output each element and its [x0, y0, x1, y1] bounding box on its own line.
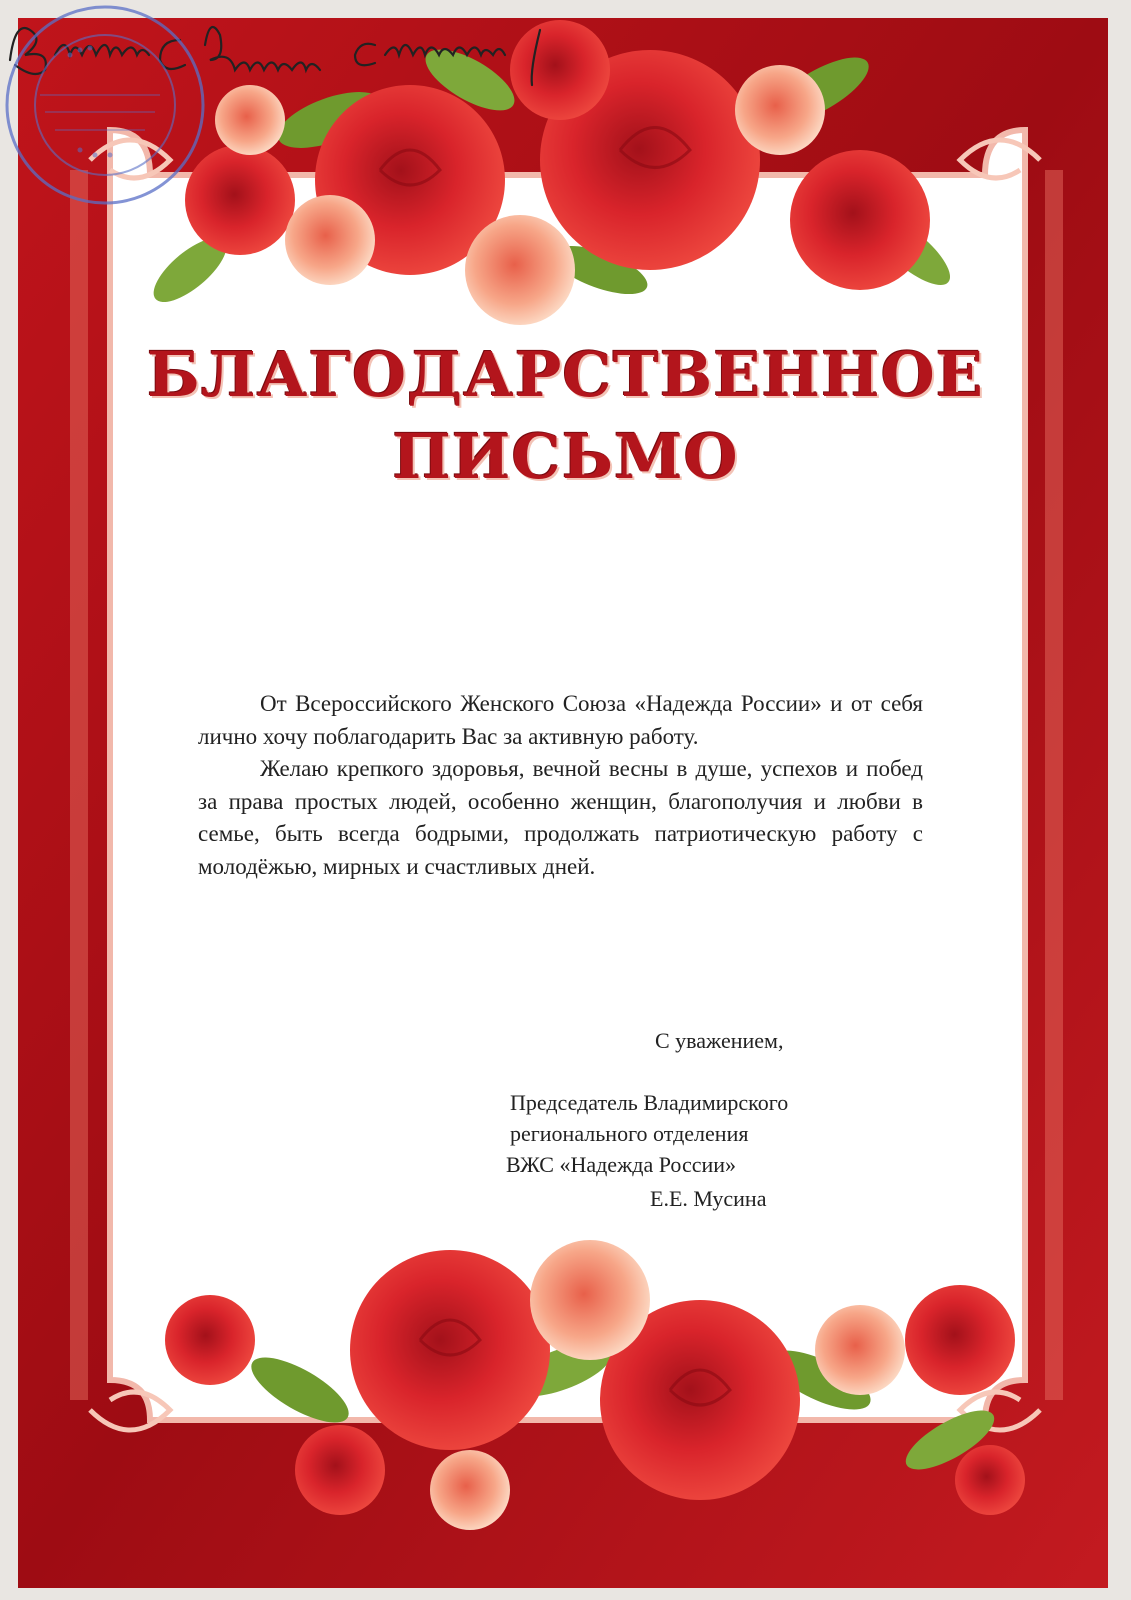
letter-body [198, 688, 923, 883]
title-line-2: ПИСЬМО [392, 420, 739, 493]
paragraph-2: Желаю крепкого здоровья, вечной весны в душе, успехов и побед за права простых людей, особенно женщин, благополучия и любви в семье, быть всегда бодрыми, продолжать патриотическую работу с молодёжью, мирных и счастливых дней. [198, 756, 923, 879]
signer-name: Е.Е. Мусина [650, 1186, 767, 1211]
title-line-1: БЛАГОДАРСТВЕННОЕ [147, 338, 984, 411]
paragraph-1: От Всероссийского Женского Союза «Надежда России» и от себя лично хочу поблагодарить Вас за активную работу. [198, 691, 923, 749]
signer-title-line-3: ВЖС «Надежда России» [506, 1152, 737, 1177]
signer-title-line-1: Председатель Владимирского [510, 1090, 789, 1115]
organization-stamp [0, 0, 210, 210]
closing: С уважением, [655, 1028, 784, 1053]
signer-title-line-2: регионального отделения [510, 1121, 749, 1146]
